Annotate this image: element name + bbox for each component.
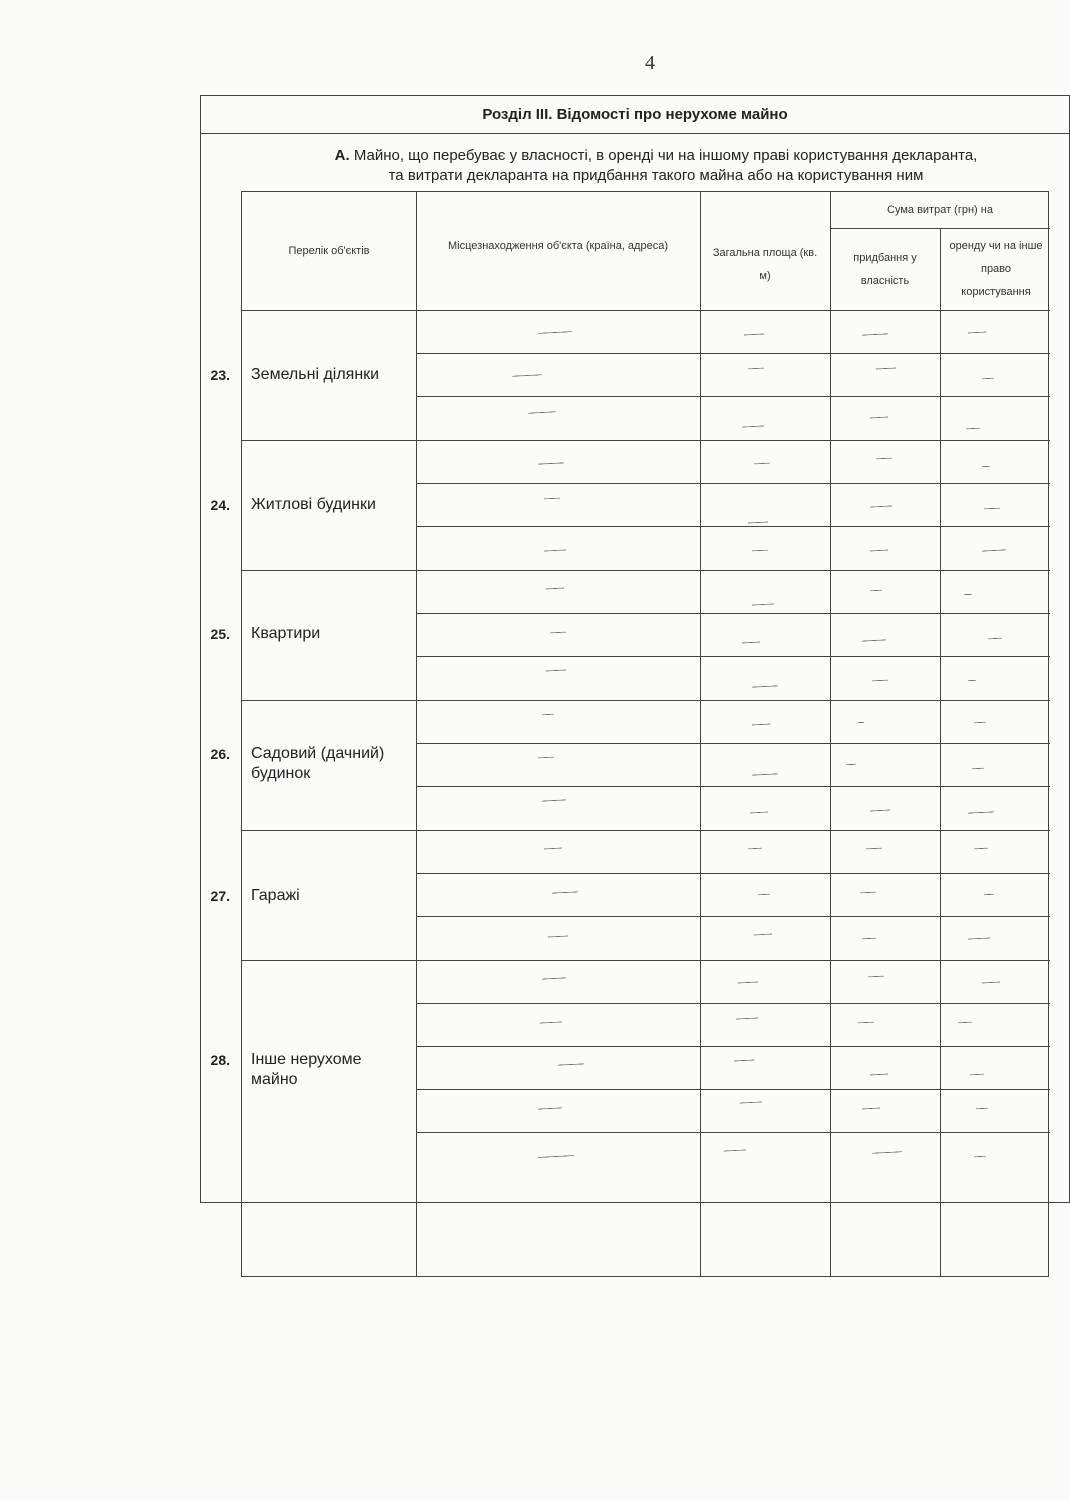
empty-cell-dash	[512, 374, 542, 377]
empty-cell-dash	[968, 937, 990, 939]
empty-cell-dash	[734, 1059, 754, 1061]
col-divider	[830, 192, 831, 1276]
page-number: 4	[645, 52, 655, 74]
empty-cell-dash	[538, 1155, 574, 1158]
row-number-28: 28.	[210, 1052, 230, 1068]
empty-cell-dash	[742, 425, 764, 427]
empty-cell-dash	[758, 894, 770, 896]
empty-cell-dash	[740, 1101, 762, 1103]
row-number-23: 23.	[210, 367, 230, 383]
subrow-divider	[416, 526, 1050, 527]
empty-cell-dash	[752, 724, 770, 726]
header-purchase: придбання у власність	[853, 251, 917, 287]
empty-cell-dash	[870, 505, 892, 507]
empty-cell-dash	[964, 594, 972, 595]
empty-cell-dash	[982, 982, 1000, 984]
empty-cell-dash	[870, 550, 888, 552]
subrow-divider	[416, 656, 1050, 657]
empty-cell-dash	[538, 462, 564, 464]
row-divider	[242, 700, 1050, 701]
header-area: Загальна площа (кв. м)	[712, 246, 818, 282]
empty-cell-dash	[858, 1022, 874, 1024]
empty-cell-dash	[958, 1022, 972, 1024]
empty-cell-dash	[982, 549, 1006, 551]
subrow-divider	[416, 396, 1050, 397]
empty-cell-dash	[846, 764, 856, 766]
empty-cell-dash	[538, 1107, 562, 1109]
empty-cell-dash	[868, 976, 884, 978]
empty-cell-dash	[542, 799, 566, 801]
empty-cell-dash	[752, 550, 768, 552]
row-label-apartments: Квартири	[251, 625, 321, 642]
col-divider	[940, 229, 941, 1276]
row-divider	[242, 570, 1050, 571]
col-divider	[416, 192, 417, 1276]
empty-cell-dash	[974, 1156, 986, 1158]
empty-cell-dash	[538, 331, 572, 334]
section-intro	[241, 146, 1070, 186]
empty-cell-dash	[752, 603, 774, 605]
empty-cell-dash	[738, 981, 758, 983]
empty-cell-dash	[748, 848, 762, 850]
subrow-divider	[416, 916, 1050, 917]
subrow-divider	[416, 1132, 1050, 1133]
empty-cell-dash	[754, 934, 772, 936]
row-divider	[242, 960, 1050, 961]
empty-cell-dash	[976, 1108, 988, 1110]
empty-cell-dash	[550, 632, 566, 634]
row-label-houses: Житлові будинки	[251, 496, 376, 513]
empty-cell-dash	[724, 1149, 746, 1151]
row-label-garages: Гаражі	[251, 887, 300, 904]
subrow-divider	[416, 873, 1050, 874]
subrow-divider	[416, 613, 1050, 614]
empty-cell-dash	[542, 714, 554, 716]
empty-cell-dash	[870, 1074, 888, 1076]
empty-cell-dash	[752, 685, 778, 687]
subrow-divider	[416, 483, 1050, 484]
empty-cell-dash	[862, 639, 886, 641]
header-divider	[242, 310, 1050, 311]
row-number-24: 24.	[210, 497, 230, 513]
empty-cell-dash	[860, 892, 876, 894]
intro-label: А.	[334, 147, 350, 164]
intro-line-2: та витрати декларанта на придбання такого майна або на користування ним	[388, 167, 924, 184]
empty-cell-dash	[548, 935, 568, 937]
empty-cell-dash	[544, 498, 560, 500]
row-number-27: 27.	[210, 888, 230, 904]
row-divider	[242, 830, 1050, 831]
empty-cell-dash	[872, 680, 888, 682]
row-label-land: Земельні ділянки	[251, 366, 380, 383]
empty-cell-dash	[538, 757, 554, 759]
header-location: Місцезнаходження об'єкта (країна, адреса)	[448, 239, 668, 252]
empty-cell-dash	[982, 466, 990, 467]
row-label-garden-house: Садовий (дачний) будинок	[251, 745, 385, 782]
header-rent: оренду чи на інше право користування	[949, 240, 1043, 298]
subrow-divider	[416, 1089, 1050, 1090]
empty-cell-dash	[544, 848, 562, 850]
subrow-divider	[416, 1003, 1050, 1004]
header-objects: Перелік об'єктів	[288, 244, 370, 257]
subrow-divider	[416, 353, 1050, 354]
empty-cell-dash	[540, 1021, 562, 1023]
empty-cell-dash	[542, 977, 566, 979]
empty-cell-dash	[982, 378, 994, 380]
intro-line-1: Майно, що перебуває у власності, в оренді чи на іншому праві користування декларанта,	[349, 147, 978, 164]
empty-cell-dash	[742, 642, 760, 644]
empty-cell-dash	[968, 680, 976, 681]
empty-cell-dash	[552, 891, 578, 893]
empty-cell-dash	[970, 1074, 984, 1076]
row-divider	[242, 440, 1050, 441]
empty-cell-dash	[972, 768, 984, 770]
col-divider	[700, 192, 701, 1276]
empty-cell-dash	[872, 1151, 902, 1154]
empty-cell-dash	[858, 722, 864, 723]
empty-cell-dash	[736, 1017, 758, 1019]
empty-cell-dash	[984, 508, 1000, 510]
section-frame	[200, 95, 1070, 1203]
empty-cell-dash	[866, 848, 882, 850]
empty-cell-dash	[748, 368, 764, 370]
empty-cell-dash	[750, 812, 768, 814]
row-number-26: 26.	[210, 746, 230, 762]
empty-cell-dash	[862, 1108, 880, 1110]
empty-cell-dash	[984, 894, 994, 896]
empty-cell-dash	[862, 938, 876, 940]
empty-cell-dash	[546, 588, 564, 590]
empty-cell-dash	[876, 458, 892, 460]
empty-cell-dash	[966, 428, 980, 430]
row-label-other-property: Інше нерухоме майно	[251, 1051, 362, 1088]
empty-cell-dash	[748, 521, 768, 523]
empty-cell-dash	[870, 417, 888, 419]
empty-cell-dash	[870, 809, 890, 811]
empty-cell-dash	[752, 773, 778, 775]
subrow-divider	[416, 743, 1050, 744]
empty-cell-dash	[862, 333, 888, 335]
empty-cell-dash	[546, 669, 566, 671]
empty-cell-dash	[876, 367, 896, 369]
empty-cell-dash	[528, 411, 556, 413]
subrow-divider	[416, 786, 1050, 787]
empty-cell-dash	[974, 722, 986, 724]
empty-cell-dash	[754, 463, 770, 465]
header-expenses: Сума витрат (грн) на	[887, 203, 993, 216]
empty-cell-dash	[968, 332, 986, 334]
subrow-divider	[416, 1046, 1050, 1047]
empty-cell-dash	[558, 1063, 584, 1065]
property-table	[210, 191, 1049, 1277]
empty-cell-dash	[968, 811, 994, 813]
row-number-25: 25.	[210, 626, 230, 642]
empty-cell-dash	[988, 638, 1002, 640]
section-title: Розділ III. Відомості про нерухоме майно	[201, 96, 1069, 134]
empty-cell-dash	[974, 848, 988, 850]
empty-cell-dash	[544, 549, 566, 551]
empty-cell-dash	[870, 590, 882, 592]
